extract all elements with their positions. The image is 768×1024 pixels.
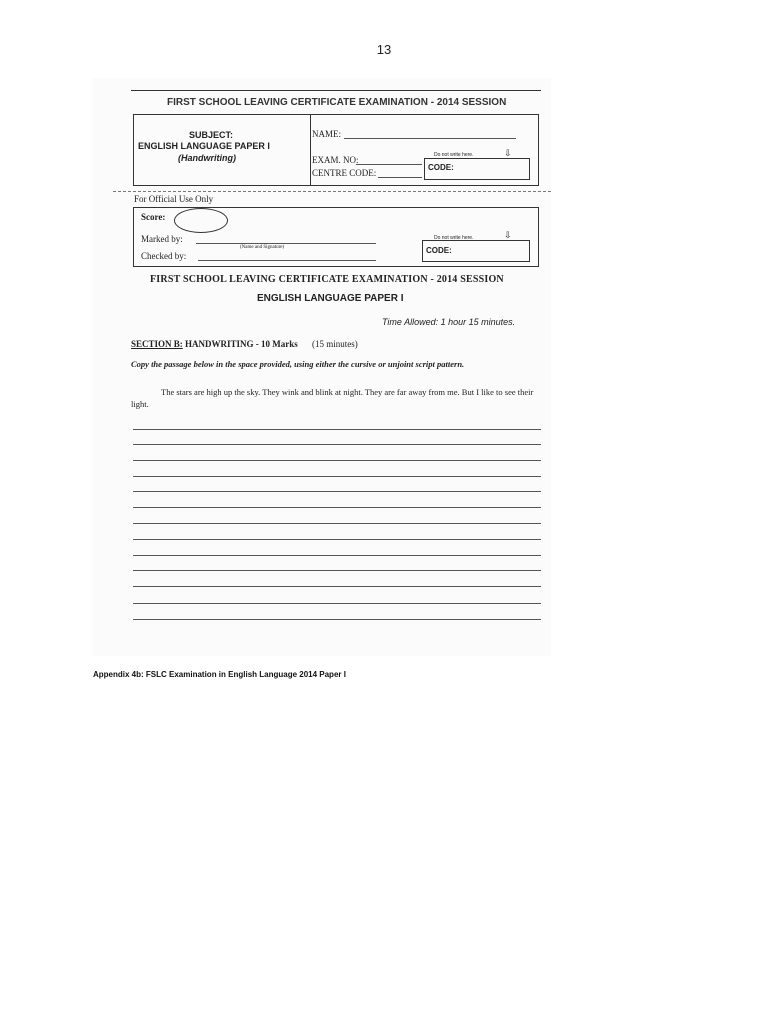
- scanned-exam-paper: [93, 78, 551, 656]
- writing-line: [133, 460, 541, 461]
- name-label: NAME:: [312, 129, 341, 139]
- code-box: [424, 158, 530, 180]
- checked-by-line: [198, 260, 376, 261]
- writing-line: [133, 444, 541, 445]
- official-use-box: [133, 207, 539, 267]
- writing-line: [133, 539, 541, 540]
- appendix-caption: [93, 670, 346, 679]
- top-rule: [131, 90, 541, 91]
- marked-by-line: [196, 243, 376, 244]
- name-signature-note: (Name and Signature): [240, 245, 285, 250]
- time-allowed: Time Allowed: 1 hour 15 minutes.: [382, 317, 516, 327]
- header-title: FIRST SCHOOL LEAVING CERTIFICATE EXAMINATION - 2014 SESSION: [167, 97, 507, 108]
- code-box-2: [422, 240, 530, 262]
- exam-paper: ENGLISH LANGUAGE PAPER I: [257, 293, 404, 304]
- cut-line: [113, 191, 551, 192]
- section-label: SECTION B:: [131, 339, 183, 349]
- writing-line: [133, 555, 541, 556]
- writing-line: [133, 429, 541, 430]
- writing-line: [133, 523, 541, 524]
- subject-section: [134, 115, 311, 185]
- subject-handwriting: (Handwriting): [178, 153, 236, 163]
- checked-by-label: Checked by:: [141, 251, 187, 261]
- down-arrow-icon-2: ⇩: [504, 230, 512, 240]
- writing-line: [133, 491, 541, 492]
- writing-line: [133, 586, 541, 587]
- code-label: CODE:: [428, 163, 454, 172]
- caption-label: Appendix 4b: [93, 670, 142, 679]
- instruction: Copy the passage below in the space provided, using either the cursive or unjoint script pattern.: [131, 359, 465, 369]
- page-number: 13: [376, 42, 392, 57]
- do-not-write-note-2: Do not write here.: [434, 235, 474, 241]
- official-heading: For Official Use Only: [134, 194, 214, 204]
- section-heading: [131, 339, 358, 349]
- writing-line: [133, 507, 541, 508]
- caption-text: : FSLC Examination in English Language 2014 Paper I: [141, 670, 346, 679]
- score-oval: [174, 208, 228, 233]
- exam-no-label: EXAM. NO:: [312, 155, 359, 165]
- section-title: HANDWRITING - 10 Marks: [185, 339, 298, 349]
- down-arrow-icon: ⇩: [504, 148, 512, 158]
- code-label-2: CODE:: [426, 246, 452, 255]
- passage: The stars are high up the sky. They wink and blink at night. They are far away from me. But I like to see their light.: [131, 387, 534, 409]
- marked-by-label: Marked by:: [141, 234, 183, 244]
- exam-no-line: [356, 164, 422, 165]
- do-not-write-note: Do not write here.: [434, 152, 474, 158]
- centre-code-label: CENTRE CODE:: [312, 168, 377, 178]
- score-label: Score:: [141, 212, 166, 222]
- centre-code-line: [378, 177, 422, 178]
- exam-title: FIRST SCHOOL LEAVING CERTIFICATE EXAMINATION - 2014 SESSION: [150, 274, 504, 285]
- name-line: [344, 138, 516, 139]
- subject-label: SUBJECT:: [189, 130, 234, 140]
- writing-line: [133, 476, 541, 477]
- candidate-info-box: [133, 114, 539, 186]
- writing-line: [133, 570, 541, 571]
- writing-line: [133, 619, 541, 620]
- section-time: (15 minutes): [312, 339, 358, 349]
- subject-paper: ENGLISH LANGUAGE PAPER I: [138, 141, 270, 151]
- writing-line: [133, 603, 541, 604]
